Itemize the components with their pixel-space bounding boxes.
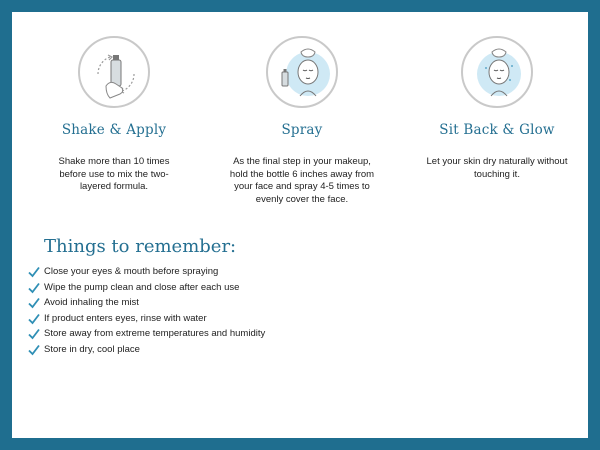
step-title: Sit Back & Glow bbox=[439, 122, 555, 138]
list-item bbox=[28, 296, 265, 312]
face-spray-icon bbox=[266, 36, 338, 108]
step-description: Shake more than 10 times before use to mix the two-layered formula. bbox=[58, 156, 170, 192]
shaking-bottle-icon bbox=[78, 36, 150, 108]
list-item bbox=[28, 327, 265, 343]
list-item bbox=[28, 281, 265, 297]
step-title: Shake & Apply bbox=[61, 122, 167, 138]
face-relax-icon bbox=[461, 36, 533, 108]
reminder-list bbox=[28, 265, 265, 359]
checkmark-icon bbox=[28, 344, 40, 356]
list-item-text: If product enters eyes, rinse with water bbox=[44, 312, 207, 324]
step-sit-back-glow bbox=[412, 36, 582, 181]
checkmark-icon bbox=[28, 297, 40, 309]
list-item bbox=[28, 312, 265, 328]
things-to-remember-heading: Things to remember: bbox=[44, 236, 237, 257]
step-shake-apply bbox=[29, 36, 199, 194]
list-item bbox=[28, 265, 265, 281]
checkmark-icon bbox=[28, 328, 40, 340]
list-item bbox=[28, 343, 265, 359]
step-description: Let your skin dry naturally without touching it. bbox=[426, 156, 568, 180]
instructions-panel bbox=[12, 12, 588, 438]
checkmark-icon bbox=[28, 313, 40, 325]
list-item-text: Store in dry, cool place bbox=[44, 343, 140, 355]
step-description: As the final step in your makeup, hold the bottle 6 inches away from your face and spray 4-5 times to evenly cover the face. bbox=[229, 156, 375, 205]
step-title: Spray bbox=[281, 122, 323, 138]
checkmark-icon bbox=[28, 266, 40, 278]
step-spray bbox=[217, 36, 387, 206]
checkmark-icon bbox=[28, 282, 40, 294]
list-item-text: Wipe the pump clean and close after each use bbox=[44, 281, 240, 293]
list-item-text: Store away from extreme temperatures and humidity bbox=[44, 328, 266, 340]
list-item-text: Avoid inhaling the mist bbox=[44, 297, 139, 309]
list-item-text: Close your eyes & mouth before spraying bbox=[44, 266, 219, 277]
